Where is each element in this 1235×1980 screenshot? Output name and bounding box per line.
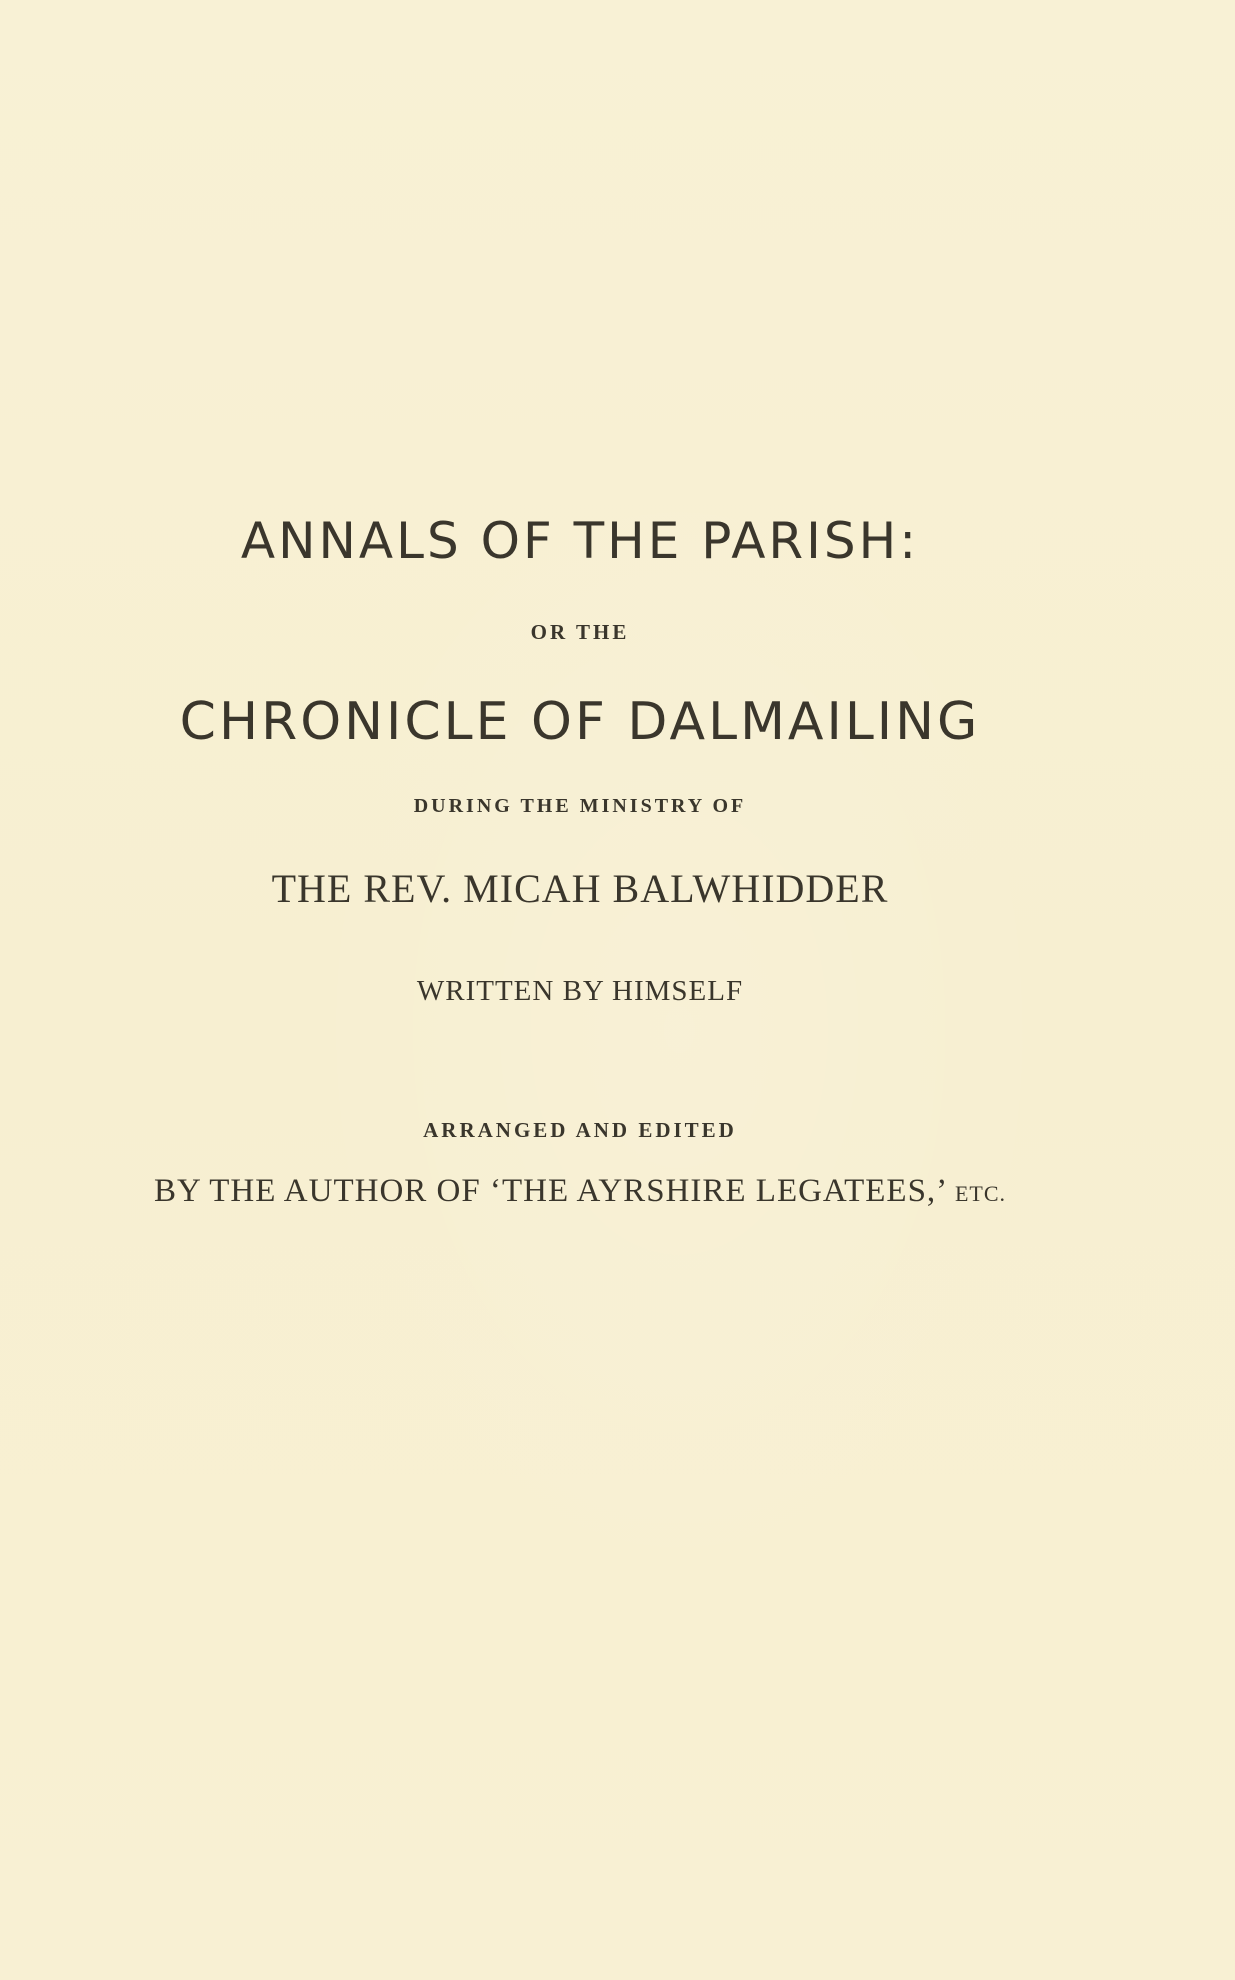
connector-during-ministry: DURING THE MINISTRY OF	[413, 795, 747, 817]
byline-etc: ETC.	[954, 1181, 1007, 1206]
written-by-himself: WRITTEN BY HIMSELF	[416, 975, 744, 1007]
title-line-reverend: THE REV. MICAH BALWHIDDER	[271, 866, 889, 911]
byline-main: BY THE AUTHOR OF ‘THE AYRSHIRE LEGATEES,’	[153, 1173, 946, 1209]
byline	[0, 1173, 1160, 1210]
arranged-and-edited: ARRANGED AND EDITED	[423, 1118, 737, 1142]
title-line-chronicle: CHRONICLE OF DALMAILING	[179, 692, 981, 752]
title-line-annals: ANNALS OF THE PARISH:	[240, 512, 920, 570]
connector-or-the: OR THE	[530, 620, 630, 644]
